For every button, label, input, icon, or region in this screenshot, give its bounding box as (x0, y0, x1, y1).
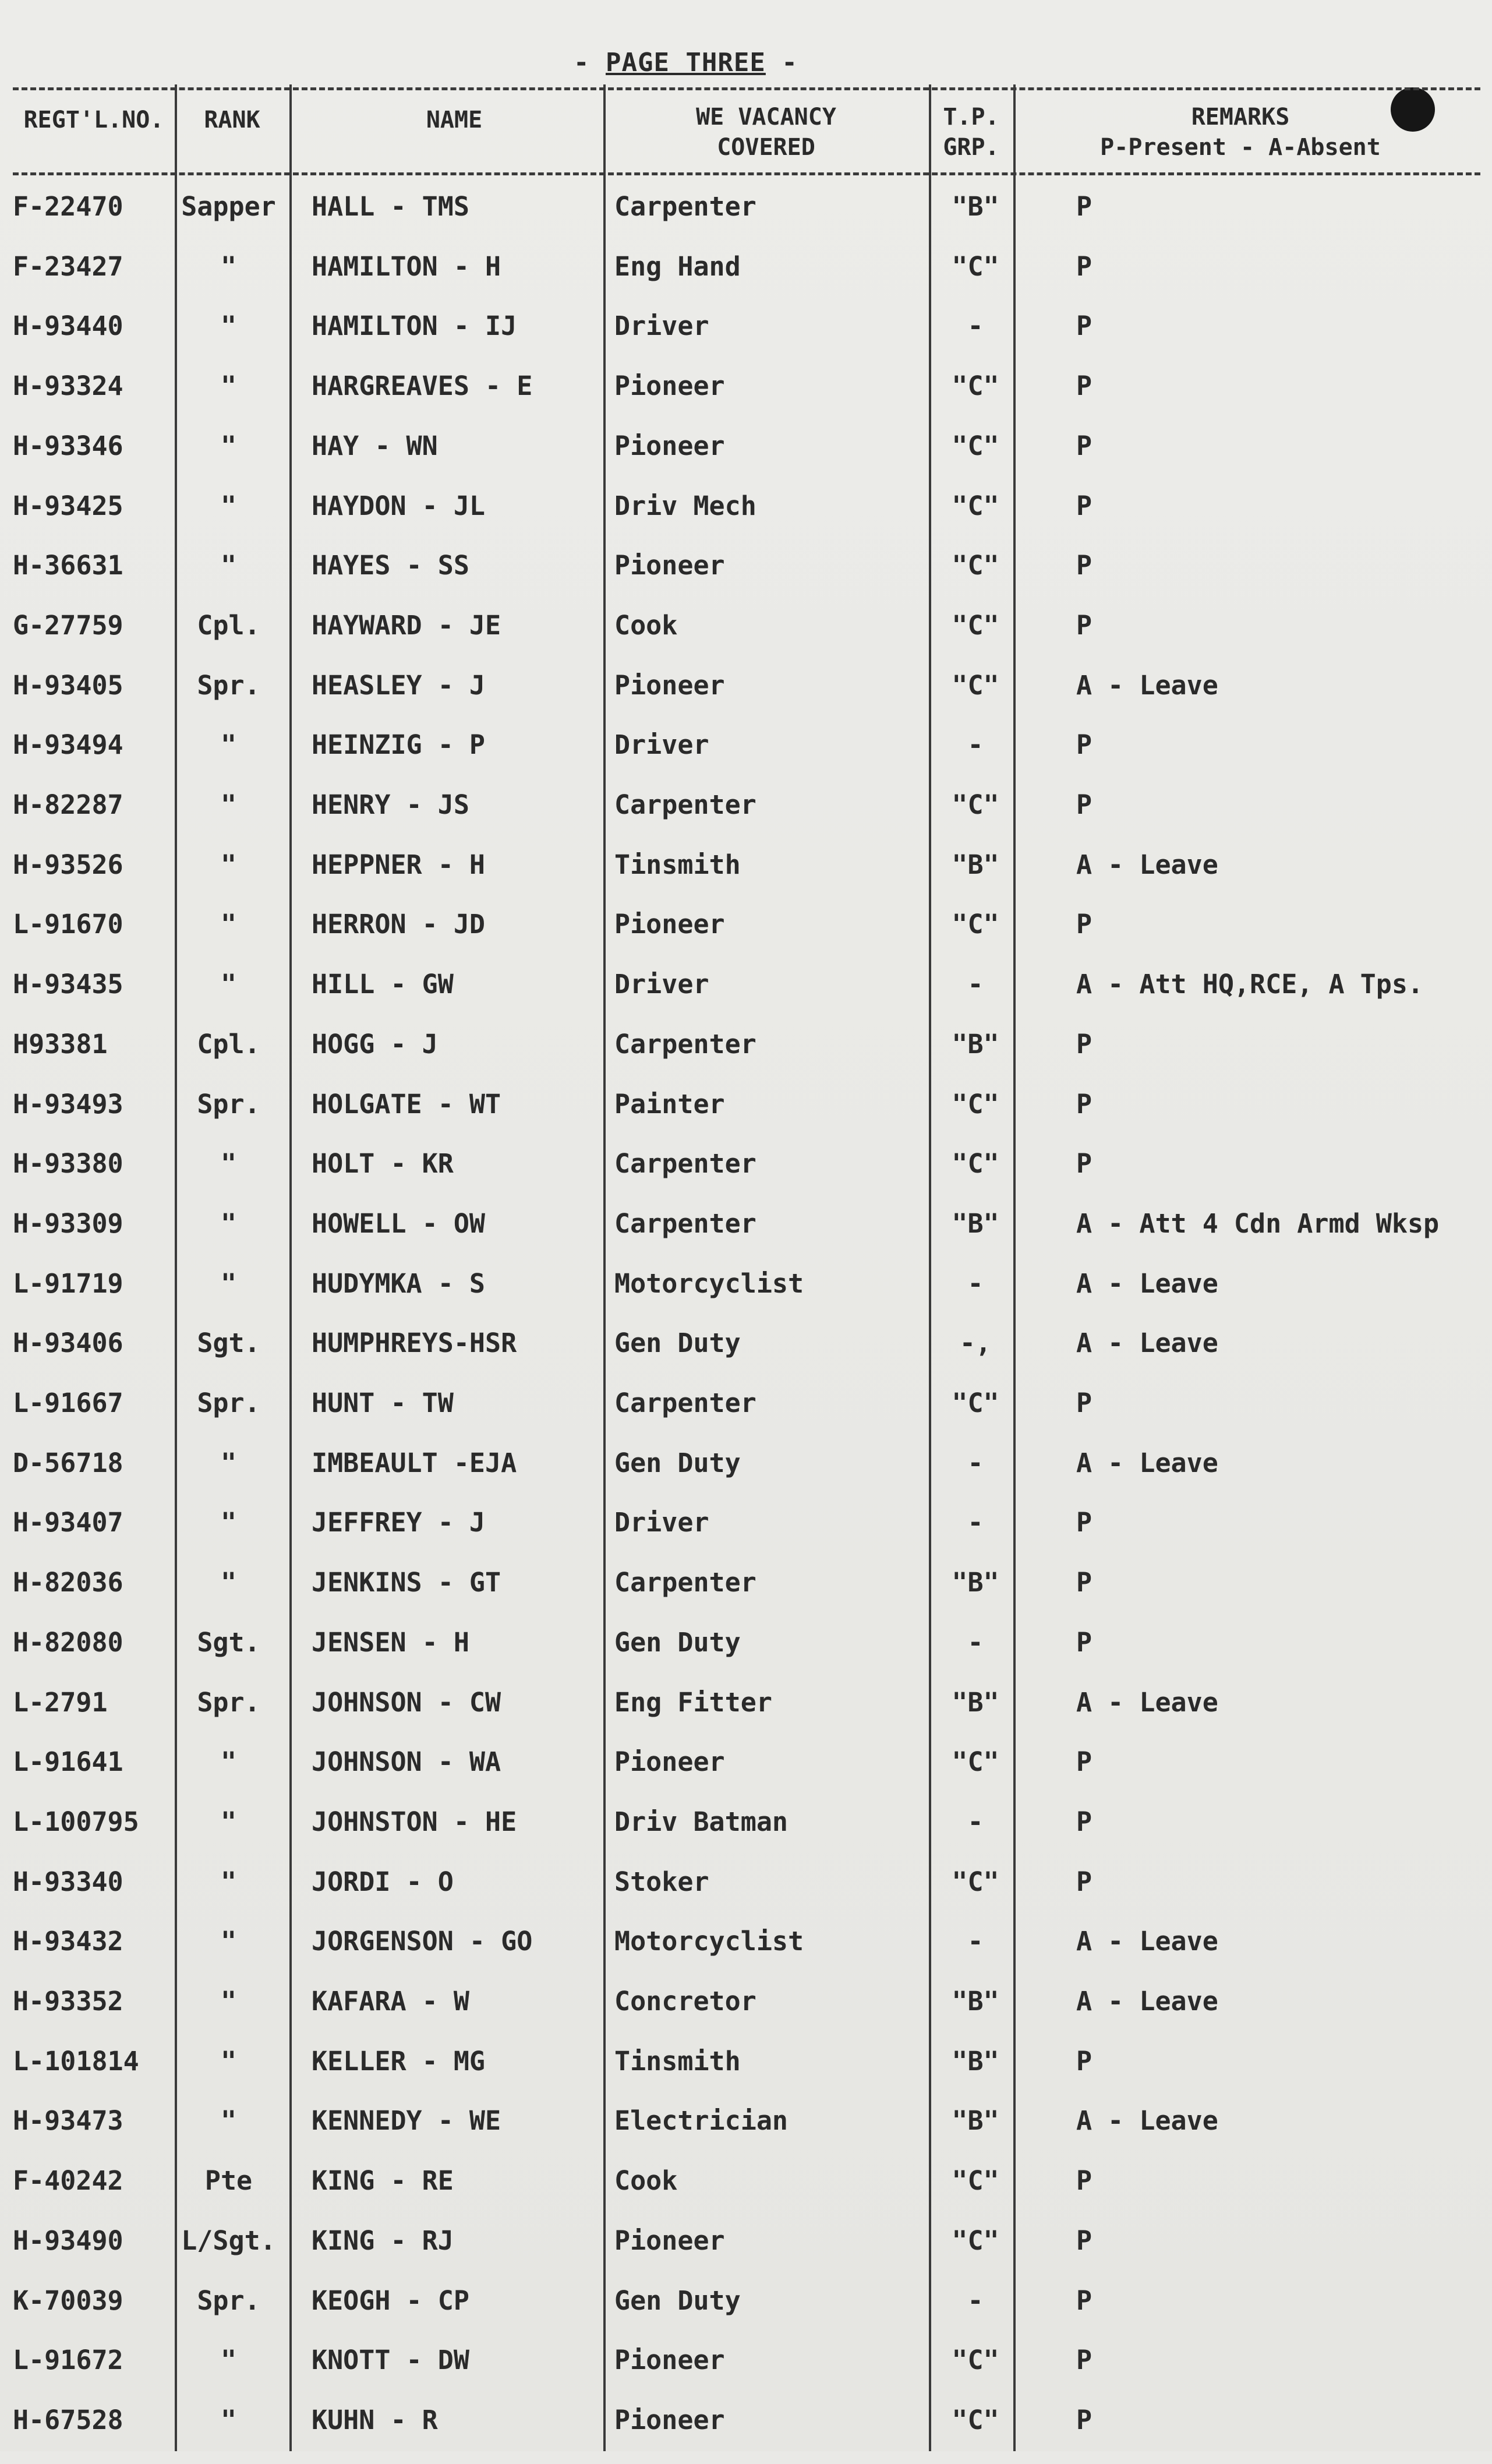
vacancy-cell: Pioneer (614, 370, 725, 401)
table-row (0, 2225, 1492, 2285)
grp-cell: "C" (952, 490, 999, 521)
vacancy-cell: Tinsmith (614, 849, 741, 880)
remarks-cell: A - Leave (1076, 1926, 1218, 1957)
remarks-cell: A - Leave (1076, 849, 1218, 880)
regt-no-cell: H-93435 (13, 969, 123, 1000)
header-grp (929, 102, 1013, 163)
rank-cell: " (220, 849, 237, 880)
regt-no-cell: H-93380 (13, 1148, 123, 1179)
table-row (0, 1208, 1492, 1268)
grp-cell: - (967, 1448, 984, 1478)
name-cell: JOHNSON - CW (312, 1687, 501, 1718)
rank-cell: " (220, 1866, 237, 1897)
rank-cell: " (220, 370, 237, 401)
remarks-cell: A - Leave (1076, 1328, 1218, 1358)
table-row (0, 310, 1492, 370)
rank-cell: Spr. (197, 1687, 260, 1718)
table-row (0, 1567, 1492, 1626)
table-row (0, 2285, 1492, 2345)
remarks-cell: P (1076, 1388, 1093, 1418)
name-cell: KUHN - R (312, 2405, 438, 2435)
vacancy-cell: Motorcyclist (614, 1268, 804, 1299)
remarks-cell: A - Leave (1076, 1687, 1218, 1718)
grp-cell: -, (959, 1328, 992, 1358)
name-cell: HAMILTON - H (312, 251, 501, 282)
grp-cell: "C" (952, 2345, 999, 2375)
vacancy-cell: Driver (614, 729, 709, 760)
regt-no-cell: H-93324 (13, 370, 123, 401)
regt-no-cell: H-93490 (13, 2225, 123, 2256)
rank-cell: " (220, 1567, 237, 1598)
remarks-cell: P (1076, 1029, 1093, 1060)
remarks-cell: P (1076, 430, 1093, 461)
grp-cell: "C" (952, 1388, 999, 1418)
grp-cell: "B" (952, 849, 999, 880)
table-row (0, 2046, 1492, 2105)
name-cell: KEOGH - CP (312, 2285, 469, 2316)
table-row (0, 1448, 1492, 1507)
table-row (0, 1029, 1492, 1088)
header-vacancy-line1: WE VACANCY (696, 104, 836, 130)
table-row (0, 2105, 1492, 2165)
vacancy-cell: Pioneer (614, 1746, 725, 1777)
vacancy-cell: Pioneer (614, 430, 725, 461)
vacancy-cell: Carpenter (614, 1388, 756, 1418)
grp-cell: "C" (952, 1746, 999, 1777)
name-cell: HUNT - TW (312, 1388, 454, 1418)
regt-no-cell: L-91641 (13, 1746, 123, 1777)
vacancy-cell: Carpenter (614, 789, 756, 820)
header-rank (175, 105, 289, 135)
page-title (574, 48, 798, 77)
grp-cell: "C" (952, 670, 999, 701)
header-rank-label: RANK (204, 107, 260, 133)
rank-cell: " (220, 729, 237, 760)
vacancy-cell: Carpenter (614, 1148, 756, 1179)
grp-cell: "C" (952, 251, 999, 282)
table-row (0, 370, 1492, 430)
remarks-cell: P (1076, 2225, 1093, 2256)
vacancy-cell: Concretor (614, 1986, 756, 2017)
grp-cell: - (967, 969, 984, 1000)
header-name-label: NAME (426, 107, 483, 133)
rank-cell: " (220, 1507, 237, 1538)
rank-cell: " (220, 1148, 237, 1179)
regt-no-cell: G-27759 (13, 610, 123, 641)
remarks-cell: P (1076, 2345, 1093, 2375)
grp-cell: "C" (952, 1089, 999, 1120)
regt-no-cell: H-93407 (13, 1507, 123, 1538)
rank-cell: Sapper (181, 191, 276, 222)
vacancy-cell: Pioneer (614, 2345, 725, 2375)
remarks-cell: P (1076, 1148, 1093, 1179)
rank-cell: " (220, 430, 237, 461)
remarks-cell: A - Att 4 Cdn Armd Wksp (1076, 1208, 1440, 1239)
name-cell: HEINZIG - P (312, 729, 486, 760)
remarks-cell: P (1076, 1507, 1093, 1538)
grp-cell: "C" (952, 550, 999, 581)
rank-cell: Pte (204, 2165, 253, 2196)
name-cell: HOWELL - OW (312, 1208, 486, 1239)
vacancy-cell: Pioneer (614, 2405, 725, 2435)
header-vacancy (603, 102, 929, 163)
rank-cell: L/Sgt. (181, 2225, 276, 2256)
vacancy-cell: Pioneer (614, 909, 725, 940)
regt-no-cell: K-70039 (13, 2285, 123, 2316)
table-row (0, 1268, 1492, 1328)
table-row (0, 610, 1492, 669)
grp-cell: - (967, 1268, 984, 1299)
remarks-cell: P (1076, 610, 1093, 641)
remarks-cell: P (1076, 909, 1093, 940)
grp-cell: "C" (952, 2225, 999, 2256)
rank-cell: " (220, 1926, 237, 1957)
grp-cell: - (967, 729, 984, 760)
table-row (0, 729, 1492, 789)
remarks-cell: A - Att HQ,RCE, A Tps. (1076, 969, 1424, 1000)
remarks-cell: A - Leave (1076, 2105, 1218, 2136)
name-cell: HALL - TMS (312, 191, 469, 222)
header-remarks (1013, 102, 1468, 163)
table-row (0, 251, 1492, 310)
rank-cell: " (220, 310, 237, 341)
regt-no-cell: H-93432 (13, 1926, 123, 1957)
vacancy-cell: Pioneer (614, 2225, 725, 2256)
rank-cell: " (220, 909, 237, 940)
header-name (373, 105, 536, 135)
name-cell: HILL - GW (312, 969, 454, 1000)
regt-no-cell: H-82287 (13, 789, 123, 820)
table-row (0, 550, 1492, 609)
header-vacancy-line2: COVERED (717, 134, 815, 161)
regt-no-cell: F-22470 (13, 191, 123, 222)
remarks-cell: P (1076, 2405, 1093, 2435)
vacancy-cell: Stoker (614, 1866, 709, 1897)
rank-cell: " (220, 2105, 237, 2136)
rank-cell: " (220, 1986, 237, 2017)
vacancy-cell: Gen Duty (614, 2285, 741, 2316)
name-cell: KENNEDY - WE (312, 2105, 501, 2136)
rank-cell: " (220, 2046, 237, 2077)
table-row (0, 1627, 1492, 1686)
name-cell: JENKINS - GT (312, 1567, 501, 1598)
remarks-cell: P (1076, 2285, 1093, 2316)
vacancy-cell: Driver (614, 310, 709, 341)
page-title-suffix: - (765, 48, 798, 77)
page-title-prefix: - (574, 48, 606, 77)
name-cell: HERRON - JD (312, 909, 486, 940)
table-row (0, 2165, 1492, 2225)
grp-cell: "C" (952, 2165, 999, 2196)
regt-no-cell: H-93340 (13, 1866, 123, 1897)
vacancy-cell: Motorcyclist (614, 1926, 804, 1957)
name-cell: HARGREAVES - E (312, 370, 533, 401)
rank-cell: " (220, 1208, 237, 1239)
grp-cell: "C" (952, 610, 999, 641)
vacancy-cell: Pioneer (614, 670, 725, 701)
table-row (0, 1746, 1492, 1806)
vacancy-cell: Gen Duty (614, 1627, 741, 1658)
header-regt-no-label: REGT'L.NO. (23, 107, 164, 133)
rank-cell: " (220, 1806, 237, 1837)
regt-no-cell: L-91670 (13, 909, 123, 940)
regt-no-cell: H-36631 (13, 550, 123, 581)
header-grp-line1: T.P. (943, 104, 999, 130)
grp-cell: "C" (952, 1866, 999, 1897)
name-cell: HAYES - SS (312, 550, 469, 581)
rank-cell: " (220, 789, 237, 820)
regt-no-cell: H-93346 (13, 430, 123, 461)
table-row (0, 1388, 1492, 1447)
remarks-cell: P (1076, 1567, 1093, 1598)
name-cell: JORGENSON - GO (312, 1926, 533, 1957)
vacancy-cell: Cook (614, 610, 678, 641)
grp-cell: - (967, 1806, 984, 1837)
remarks-cell: A - Leave (1076, 1986, 1218, 2017)
rank-cell: " (220, 1448, 237, 1478)
name-cell: HAYWARD - JE (312, 610, 501, 641)
table-row (0, 2405, 1492, 2464)
grp-cell: - (967, 1507, 984, 1538)
name-cell: HAY - WN (312, 430, 438, 461)
rank-cell: " (220, 2345, 237, 2375)
vacancy-cell: Driv Batman (614, 1806, 789, 1837)
grp-cell: "C" (952, 2405, 999, 2435)
table-row (0, 1148, 1492, 1208)
name-cell: JOHNSTON - HE (312, 1806, 517, 1837)
regt-no-cell: H-93473 (13, 2105, 123, 2136)
vacancy-cell: Eng Fitter (614, 1687, 772, 1718)
rank-cell: Spr. (197, 670, 260, 701)
vacancy-cell: Gen Duty (614, 1448, 741, 1478)
vacancy-cell: Carpenter (614, 1567, 756, 1598)
rank-cell: Sgt. (197, 1328, 260, 1358)
name-cell: JEFFREY - J (312, 1507, 486, 1538)
rank-cell: " (220, 969, 237, 1000)
regt-no-cell: L-91667 (13, 1388, 123, 1418)
table-row (0, 1926, 1492, 1985)
grp-cell: "B" (952, 1029, 999, 1060)
grp-cell: "C" (952, 789, 999, 820)
grp-cell: "C" (952, 430, 999, 461)
rank-cell: Spr. (197, 2285, 260, 2316)
table-row (0, 1687, 1492, 1746)
grp-cell: "C" (952, 1148, 999, 1179)
rank-cell: Cpl. (197, 1029, 260, 1060)
rank-cell: " (220, 1268, 237, 1299)
remarks-cell: A - Leave (1076, 670, 1218, 701)
regt-no-cell: L-101814 (13, 2046, 139, 2077)
rank-cell: Cpl. (197, 610, 260, 641)
regt-no-cell: L-91672 (13, 2345, 123, 2375)
regt-no-cell: L-91719 (13, 1268, 123, 1299)
table-row (0, 490, 1492, 550)
vacancy-cell: Electrician (614, 2105, 789, 2136)
vacancy-cell: Carpenter (614, 1208, 756, 1239)
name-cell: IMBEAULT -EJA (312, 1448, 517, 1478)
rank-cell: " (220, 2405, 237, 2435)
grp-cell: - (967, 1627, 984, 1658)
vacancy-cell: Pioneer (614, 550, 725, 581)
grp-cell: "C" (952, 370, 999, 401)
remarks-cell: P (1076, 370, 1093, 401)
rank-cell: " (220, 251, 237, 282)
header-regt-no (13, 105, 175, 135)
regt-no-cell: H-93493 (13, 1089, 123, 1120)
vacancy-cell: Cook (614, 2165, 678, 2196)
name-cell: JENSEN - H (312, 1627, 469, 1658)
remarks-cell: P (1076, 251, 1093, 282)
remarks-cell: P (1076, 550, 1093, 581)
rank-cell: Spr. (197, 1089, 260, 1120)
name-cell: HUMPHREYS-HSR (312, 1328, 517, 1358)
table-row (0, 1866, 1492, 1926)
name-cell: HOLGATE - WT (312, 1089, 501, 1120)
regt-no-cell: H-67528 (13, 2405, 123, 2435)
table-row (0, 789, 1492, 849)
page-title-main: PAGE THREE (605, 48, 766, 77)
remarks-cell: P (1076, 191, 1093, 222)
grp-cell: "B" (952, 2046, 999, 2077)
table-row (0, 1328, 1492, 1387)
remarks-cell: P (1076, 310, 1093, 341)
name-cell: HOGG - J (312, 1029, 438, 1060)
remarks-cell: P (1076, 1089, 1093, 1120)
vacancy-cell: Carpenter (614, 1029, 756, 1060)
rank-cell: " (220, 1746, 237, 1777)
regt-no-cell: F-40242 (13, 2165, 123, 2196)
regt-no-cell: F-23427 (13, 251, 123, 282)
remarks-cell: P (1076, 1746, 1093, 1777)
vacancy-cell: Carpenter (614, 191, 756, 222)
remarks-cell: P (1076, 789, 1093, 820)
name-cell: HUDYMKA - S (312, 1268, 486, 1299)
table-row (0, 191, 1492, 250)
remarks-cell: P (1076, 2165, 1093, 2196)
grp-cell: "B" (952, 1567, 999, 1598)
grp-cell: - (967, 2285, 984, 2316)
header-remarks-line1: REMARKS (1191, 104, 1290, 130)
regt-no-cell: H-93526 (13, 849, 123, 880)
regt-no-cell: H93381 (13, 1029, 108, 1060)
regt-no-cell: H-93494 (13, 729, 123, 760)
vacancy-cell: Driver (614, 969, 709, 1000)
regt-no-cell: H-93405 (13, 670, 123, 701)
name-cell: JORDI - O (312, 1866, 454, 1897)
name-cell: HAMILTON - IJ (312, 310, 517, 341)
name-cell: HEPPNER - H (312, 849, 486, 880)
name-cell: HAYDON - JL (312, 490, 486, 521)
header-grp-line2: GRP. (943, 134, 999, 161)
grp-cell: - (967, 310, 984, 341)
regt-no-cell: H-93425 (13, 490, 123, 521)
table-row (0, 2345, 1492, 2404)
header-bottom-rule (13, 172, 1480, 175)
table-row (0, 849, 1492, 909)
name-cell: HOLT - KR (312, 1148, 454, 1179)
table-row (0, 909, 1492, 968)
vacancy-cell: Gen Duty (614, 1328, 741, 1358)
table-row (0, 670, 1492, 729)
remarks-cell: A - Leave (1076, 1268, 1218, 1299)
remarks-cell: P (1076, 1627, 1093, 1658)
rank-cell: Spr. (197, 1388, 260, 1418)
regt-no-cell: H-93406 (13, 1328, 123, 1358)
table-row (0, 969, 1492, 1028)
rank-cell: " (220, 490, 237, 521)
rank-cell: " (220, 550, 237, 581)
table-row (0, 1089, 1492, 1148)
table-row (0, 430, 1492, 490)
name-cell: KING - RJ (312, 2225, 454, 2256)
name-cell: KING - RE (312, 2165, 454, 2196)
name-cell: HENRY - JS (312, 789, 469, 820)
regt-no-cell: L-2791 (13, 1687, 108, 1718)
grp-cell: "C" (952, 909, 999, 940)
grp-cell: "B" (952, 191, 999, 222)
vacancy-cell: Driver (614, 1507, 709, 1538)
header-remarks-line2: P-Present - A-Absent (1100, 134, 1381, 161)
table-row (0, 1986, 1492, 2045)
grp-cell: "B" (952, 1208, 999, 1239)
regt-no-cell: H-82036 (13, 1567, 123, 1598)
vacancy-cell: Tinsmith (614, 2046, 741, 2077)
name-cell: KNOTT - DW (312, 2345, 469, 2375)
name-cell: KELLER - MG (312, 2046, 486, 2077)
regt-no-cell: L-100795 (13, 1806, 139, 1837)
table-row (0, 1806, 1492, 1866)
vacancy-cell: Driv Mech (614, 490, 756, 521)
vacancy-cell: Painter (614, 1089, 725, 1120)
name-cell: HEASLEY - J (312, 670, 486, 701)
name-cell: JOHNSON - WA (312, 1746, 501, 1777)
grp-cell: - (967, 1926, 984, 1957)
regt-no-cell: H-93352 (13, 1986, 123, 2017)
grp-cell: "B" (952, 1986, 999, 2017)
regt-no-cell: H-93440 (13, 310, 123, 341)
grp-cell: "B" (952, 1687, 999, 1718)
remarks-cell: P (1076, 2046, 1093, 2077)
regt-no-cell: H-93309 (13, 1208, 123, 1239)
rank-cell: Sgt. (197, 1627, 260, 1658)
remarks-cell: P (1076, 490, 1093, 521)
name-cell: KAFARA - W (312, 1986, 469, 2017)
remarks-cell: A - Leave (1076, 1448, 1218, 1478)
remarks-cell: P (1076, 729, 1093, 760)
remarks-cell: P (1076, 1806, 1093, 1837)
header-top-rule (13, 87, 1480, 90)
regt-no-cell: D-56718 (13, 1448, 123, 1478)
table-row (0, 1507, 1492, 1566)
grp-cell: "B" (952, 2105, 999, 2136)
remarks-cell: P (1076, 1866, 1093, 1897)
regt-no-cell: H-82080 (13, 1627, 123, 1658)
vacancy-cell: Eng Hand (614, 251, 741, 282)
